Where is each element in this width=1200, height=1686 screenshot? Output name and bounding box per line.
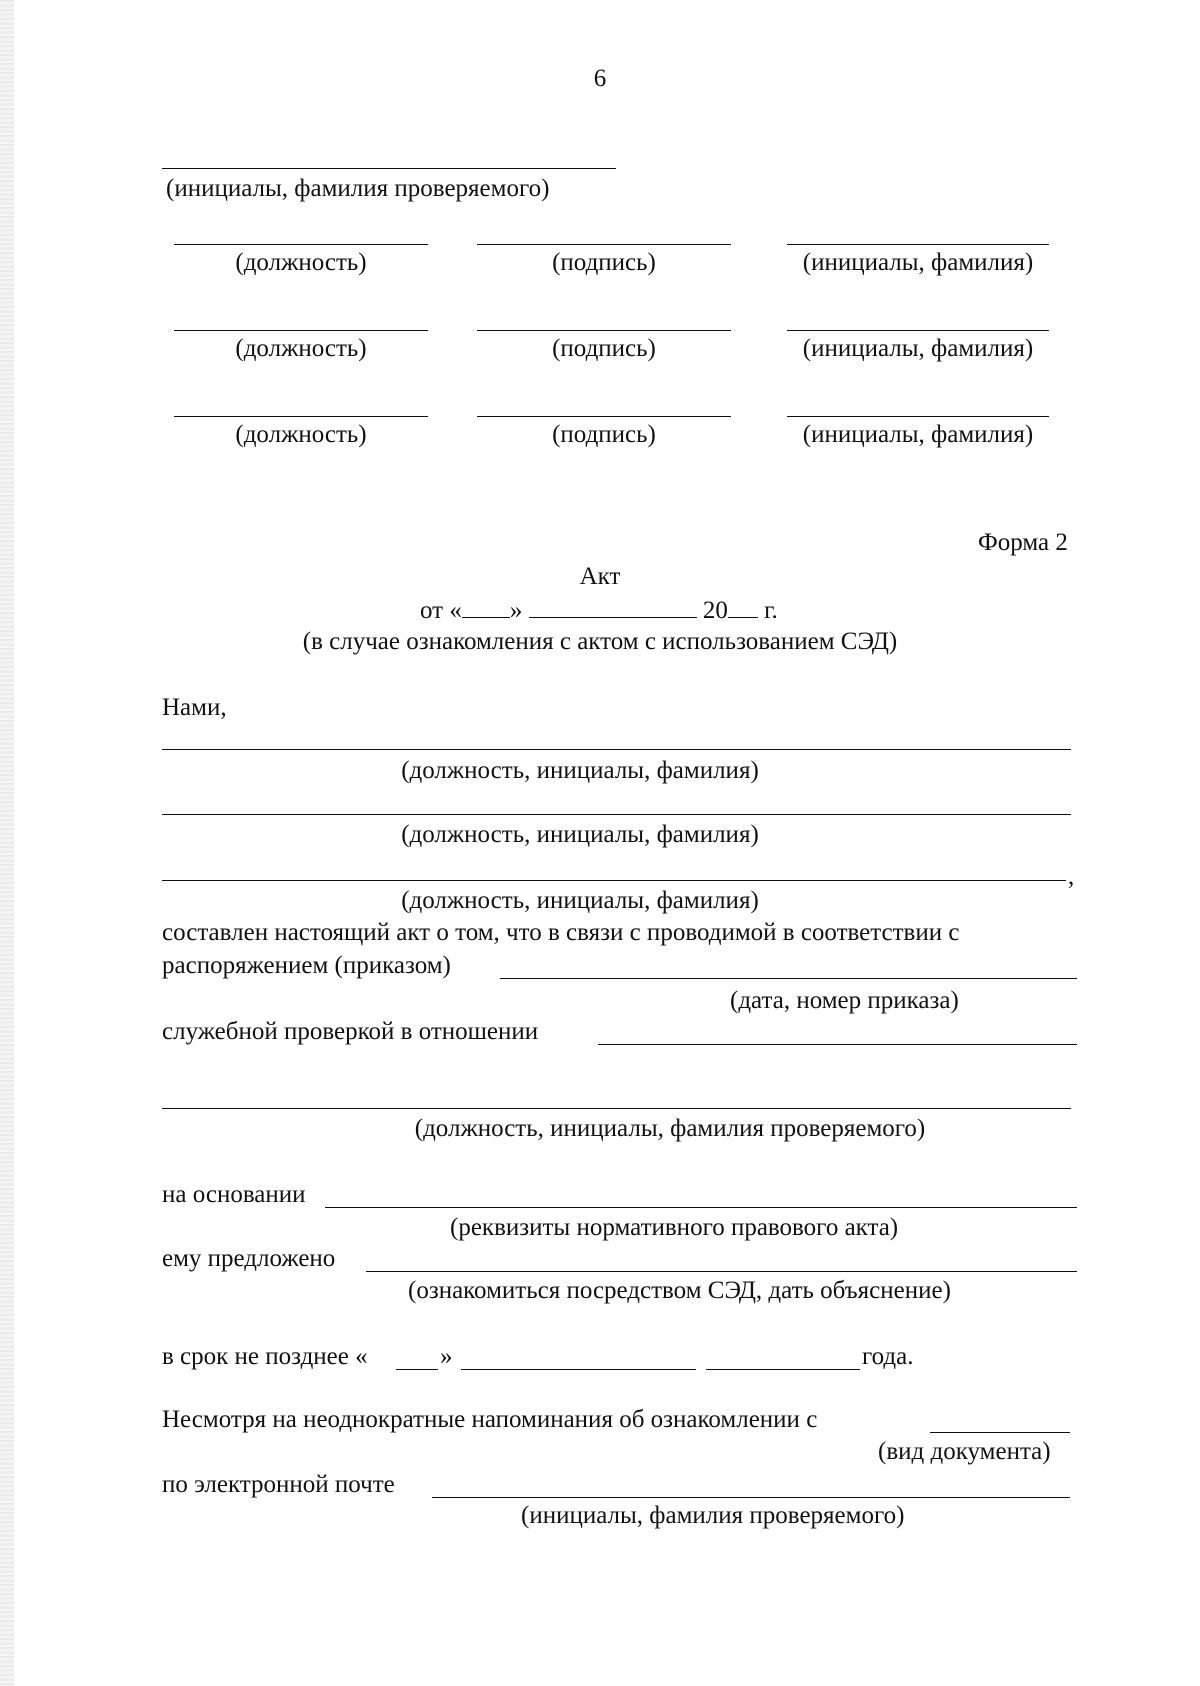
committee-line-1: [162, 749, 1071, 750]
deadline-month-blank: [461, 1369, 696, 1370]
inspected-name-line: [162, 168, 616, 169]
basis-line: [325, 1207, 1077, 1208]
signature-caption-1: (подпись): [552, 249, 656, 276]
doc-type-caption: (вид документа): [878, 1438, 1051, 1465]
name-caption-2: (инициалы, фамилия): [802, 335, 1034, 362]
inspection-label: служебной проверкой в отношении: [162, 1018, 539, 1045]
date-prefix: от «: [420, 597, 462, 624]
name-line-3: [787, 416, 1049, 417]
name-line-1: [787, 244, 1049, 245]
signature-line-3: [477, 416, 731, 417]
form-label: Форма 2: [978, 529, 1068, 556]
month-blank: [529, 595, 697, 618]
offered-line: [366, 1271, 1077, 1272]
inspected-name-caption: (инициалы, фамилия проверяемого): [166, 175, 550, 202]
signature-caption-3: (подпись): [552, 421, 656, 448]
position-line-1: [174, 244, 428, 245]
deadline-year-blank: [706, 1369, 860, 1370]
scan-edge-artifact: [0, 0, 14, 1686]
year-prefix: 20: [702, 597, 728, 624]
act-subtitle: (в случае ознакомления с актом с использованием СЭД): [302, 628, 898, 655]
committee-caption-3: (должность, инициалы, фамилия): [401, 887, 759, 914]
committee-comma: ,: [1068, 863, 1075, 890]
inspection-line: [598, 1044, 1077, 1045]
inspected-full-line: [162, 1108, 1071, 1109]
deadline-quote-close: »: [440, 1343, 453, 1370]
signature-line-2: [477, 330, 731, 331]
deadline-suffix: года.: [862, 1343, 914, 1370]
offered-caption: (ознакомиться посредством СЭД, дать объяснение): [408, 1277, 951, 1304]
name-caption-1: (инициалы, фамилия): [802, 249, 1034, 276]
position-line-2: [174, 330, 428, 331]
deadline-day-blank: [396, 1369, 438, 1370]
order-line: [500, 978, 1077, 979]
act-date-row: [420, 595, 778, 626]
position-caption-1: (должность): [235, 249, 367, 276]
signature-caption-2: (подпись): [552, 335, 656, 362]
date-quote-close: »: [509, 597, 523, 624]
committee-caption-1: (должность, инициалы, фамилия): [401, 757, 759, 784]
basis-label: на основании: [162, 1181, 306, 1208]
year-blank: [728, 595, 758, 618]
order-caption: (дата, номер приказа): [730, 987, 959, 1014]
committee-caption-2: (должность, инициалы, фамилия): [401, 821, 759, 848]
offered-label: ему предложено: [162, 1245, 336, 1272]
position-line-3: [174, 416, 428, 417]
inspected-full-caption: (должность, инициалы, фамилия проверяемого): [414, 1115, 926, 1142]
reminder-line: Несмотря на неоднократные напоминания об ознакомлении с: [162, 1406, 818, 1433]
committee-line-2: [162, 814, 1071, 815]
by-us-label: Нами,: [162, 694, 227, 721]
signature-line-1: [477, 244, 731, 245]
body-line-1: составлен настоящий акт о том, что в связи с проводимой в соответствии с: [162, 919, 960, 946]
email-label: по электронной почте: [162, 1471, 395, 1498]
position-caption-2: (должность): [235, 335, 367, 362]
position-caption-3: (должность): [235, 421, 367, 448]
email-line: [432, 1497, 1070, 1498]
doc-type-line: [930, 1432, 1070, 1433]
name-line-2: [787, 330, 1049, 331]
body-line-2: распоряжением (приказом): [162, 952, 451, 979]
email-caption: (инициалы, фамилия проверяемого): [521, 1502, 905, 1529]
page-number: 6: [593, 65, 607, 92]
name-caption-3: (инициалы, фамилия): [802, 421, 1034, 448]
day-blank: [462, 595, 510, 618]
year-suffix: г.: [764, 597, 778, 624]
act-title: Акт: [579, 563, 621, 590]
committee-line-3: [162, 880, 1066, 881]
basis-caption: (реквизиты нормативного правового акта): [450, 1214, 899, 1241]
deadline-prefix: в срок не позднее «: [162, 1343, 368, 1370]
